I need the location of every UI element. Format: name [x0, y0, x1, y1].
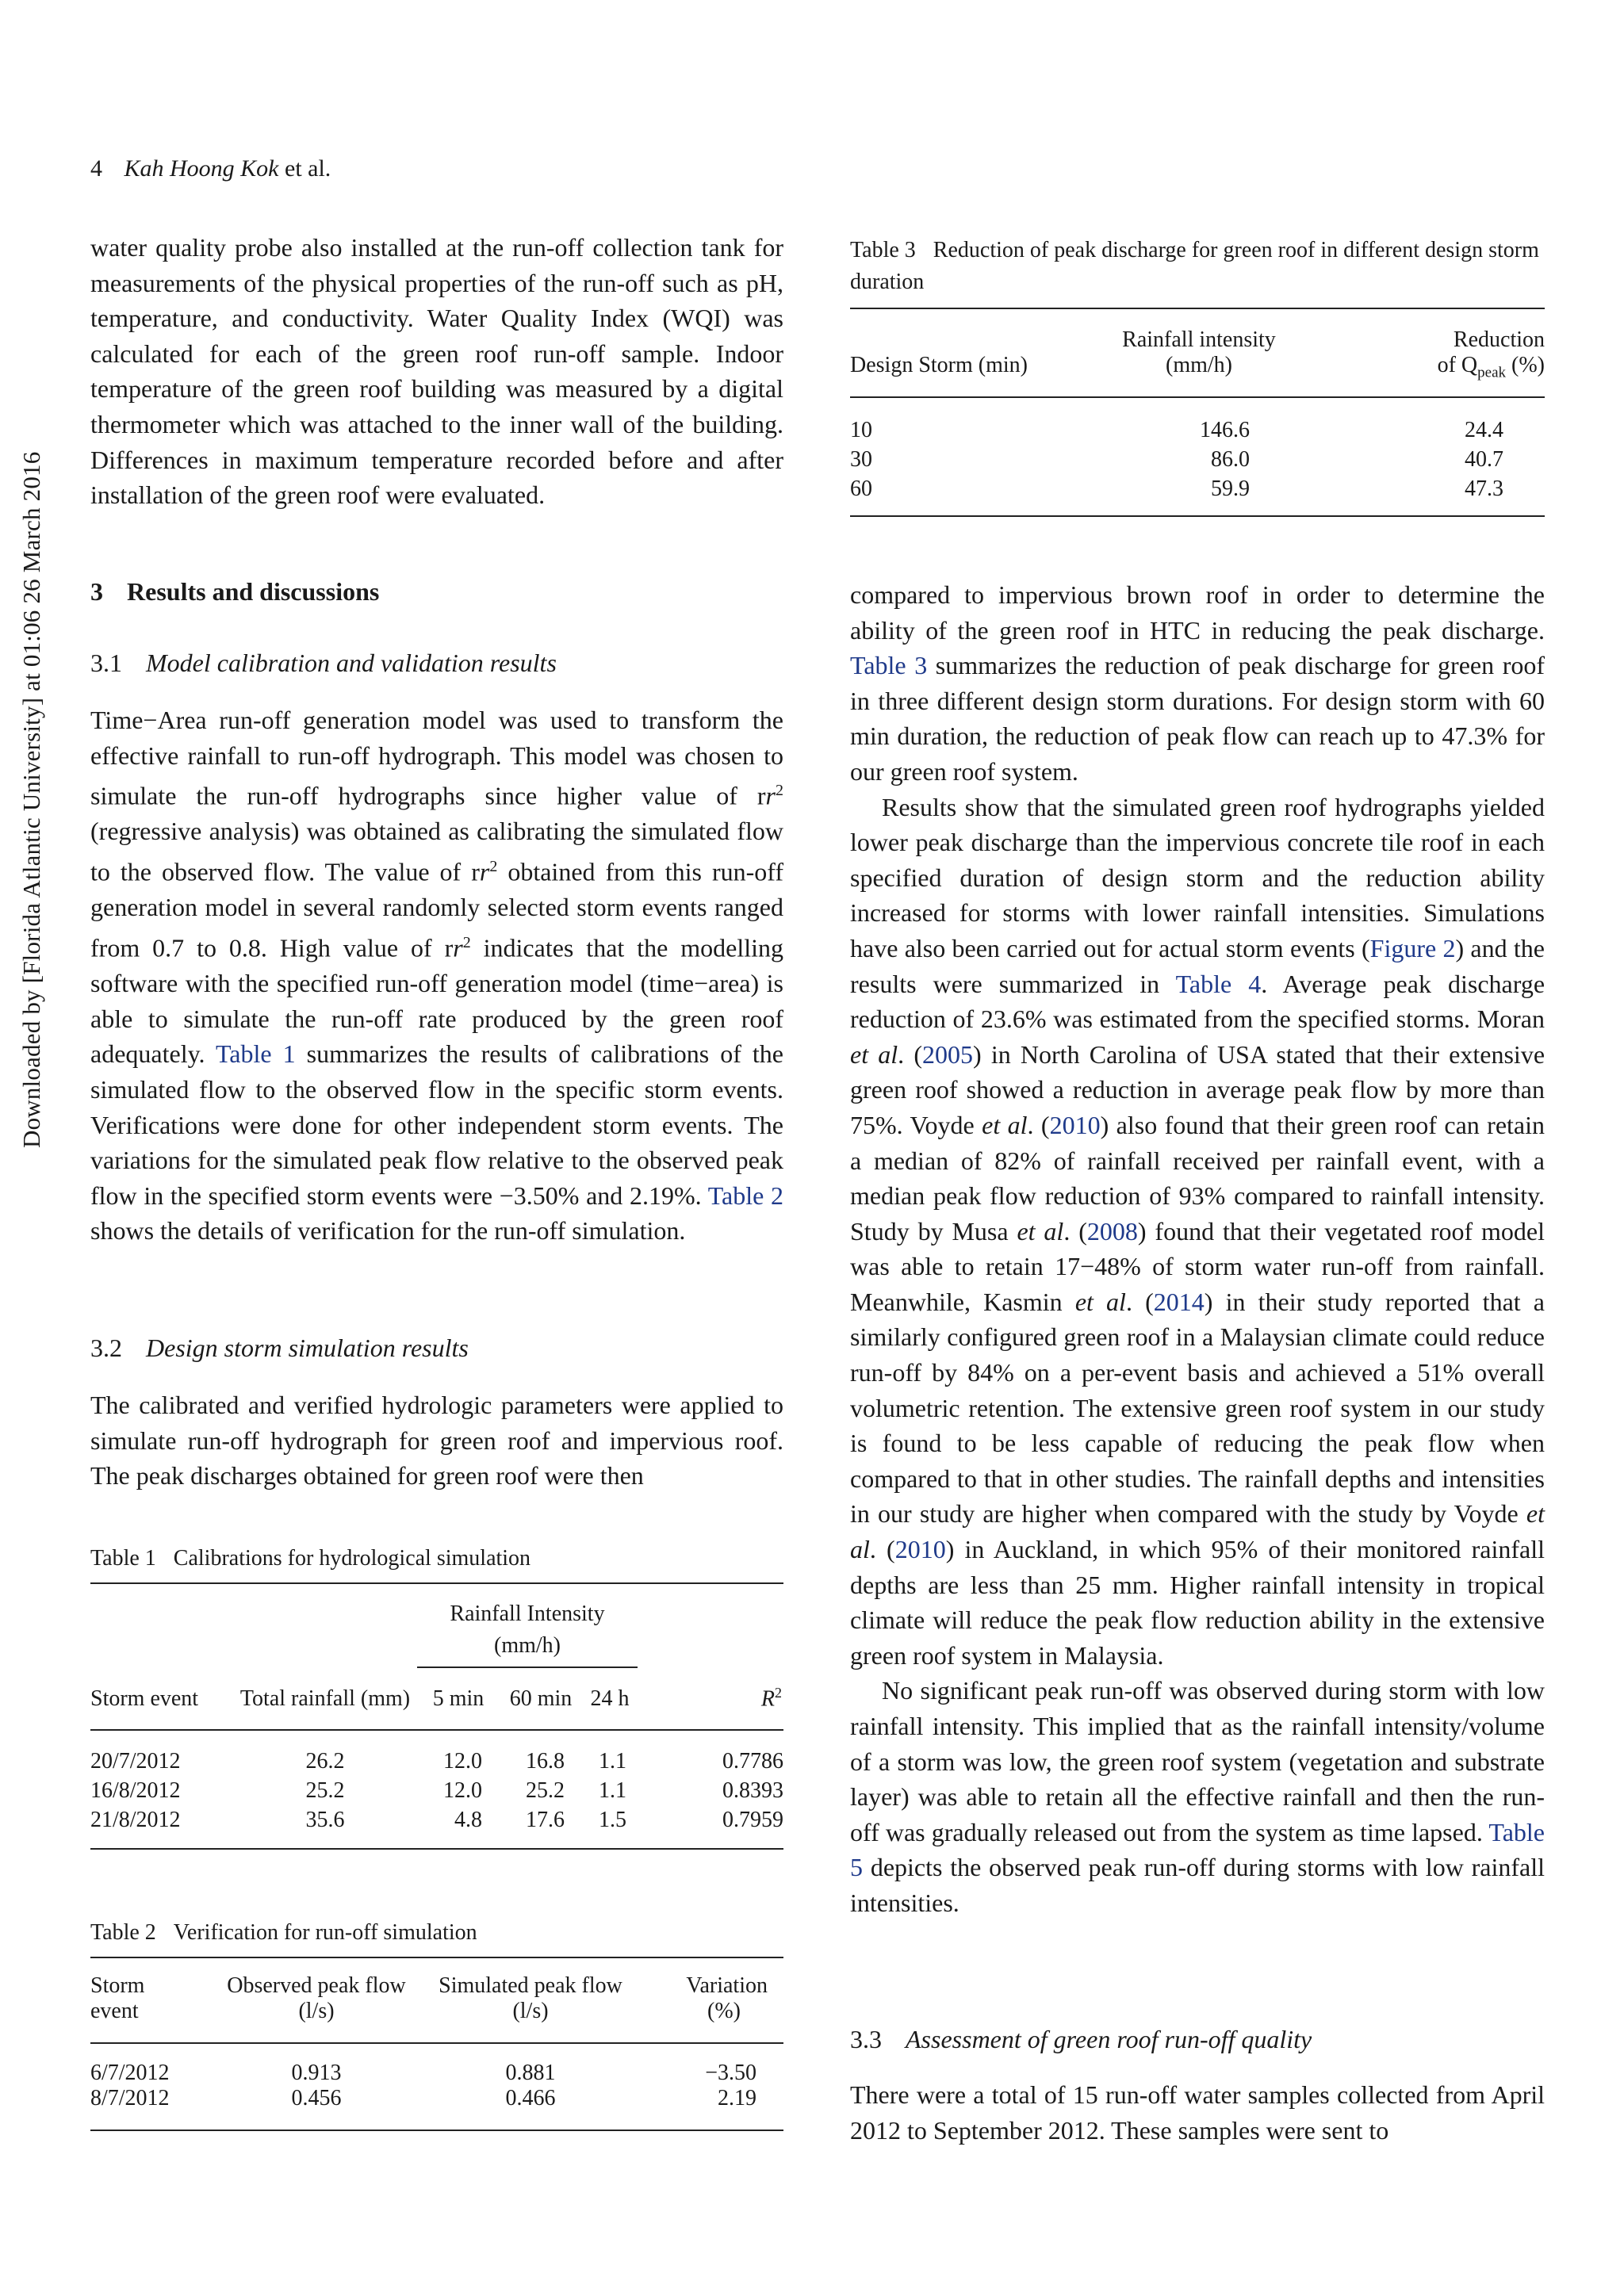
- table-1-group-header: Rainfall Intensity (mm/h): [417, 1583, 638, 1668]
- table-1-col-header: 24 h: [590, 1686, 630, 1711]
- section-heading: [90, 577, 379, 607]
- subsection-title: Design storm simulation results: [146, 1334, 469, 1362]
- table-1-col-header: 5 min: [432, 1686, 485, 1711]
- table-3-col-header: (mm/h): [1166, 353, 1232, 377]
- table-row: 60 59.9 47.3: [850, 476, 1545, 516]
- section-number: 3: [90, 577, 103, 606]
- subsection-number: 3.1: [90, 649, 122, 677]
- right-column-body: [850, 577, 1545, 1921]
- page-number: 4: [90, 155, 102, 182]
- table-1-col-header: 60 min: [509, 1686, 573, 1711]
- table-3-col-header: of $Q_{peak}$ (%): [1437, 353, 1545, 381]
- table-1-col-header: $R^2$: [760, 1685, 782, 1712]
- table-1-col-header: Storm event: [90, 1686, 199, 1711]
- citation-link[interactable]: 2005: [922, 1039, 974, 1069]
- running-header: [90, 155, 331, 182]
- subsection-heading-3-2: [90, 1334, 469, 1363]
- table-row: 16/8/2012 25.2 12.0 25.2 1.1 0.8393: [90, 1778, 783, 1803]
- table-5-link[interactable]: Table 5: [850, 1817, 1545, 1882]
- paragraph-3-1: Time−Area run-off generation model was used to transform the effective rainfall to run-off hydrograph. This model was chosen to simulate the run-off hydrographs since higher value of $rr^2$ (regressive analysis) was obtained as calibrating the simulated flow to the observed flow. The value of $rr^2$ obtained from this run-off generation model in several randomly selected storm events ranged from 0.7 to 0.8. High value of $rr^2$ indicates that the modelling software with the specified run-off generation model (time−area) is able to simulate the run-off rate produced by the green roof adequately. Table 1 summarizes the results of calibrations of the simulated flow to the observed flow in the specific storm events. Verifications were done for other independent storm events. The variations for the simulated peak flow relative to the observed peak flow in the specified storm events were −3.50% and 2.19%. Table 2 shows the details of verification for the run-off simulation.: [90, 706, 784, 1246]
- paragraph-3-3: There were a total of 15 run-off water samples collected from April 2012 to September 2012. These samples were sent to: [850, 2080, 1545, 2145]
- table-row: 20/7/2012 26.2 12.0 16.8 1.1 0.7786: [90, 1749, 783, 1774]
- table-3-col-header: Rainfall intensity: [1122, 327, 1276, 352]
- table-3-link[interactable]: Table 3: [850, 651, 928, 680]
- table-row: 8/7/2012 0.456 0.466 2.19: [90, 2086, 783, 2130]
- citation-link[interactable]: 2014: [1153, 1287, 1205, 1316]
- citation-link[interactable]: 2010: [894, 1535, 946, 1564]
- subsection-3-1-body: [90, 702, 783, 1249]
- section-title: Results and discussions: [127, 577, 380, 606]
- table-3-col-header: Design Storm (min): [850, 353, 1028, 377]
- table-2: [90, 1957, 783, 2131]
- subsection-number: 3.3: [850, 2025, 882, 2053]
- author-etal: et al.: [285, 155, 331, 182]
- table-row: 30 86.0 40.7: [850, 447, 1503, 472]
- paragraph-right-2: Results show that the simulated green roof hydrographs yielded lower peak discharge than the impervious concrete tile roof in each specified duration of design storm and the reduction ability increased for storms with lower rainfall intensities. Simulations have also been carried out for actual storm events (Figure 2) and the results were summarized in Table 4. Average peak discharge reduction of 23.6% was estimated from the specified storms. Moran et al. (2005) in North Carolina of USA stated that their extensive green roof showed a reduction in average peak flow by more than 75%. Voyde et al. (2010) also found that their green roof can retain a median of 82% of rainfall received per rainfall event, with a median peak flow reduction of 93% compared to rainfall intensity. Study by Musa et al. (2008) found that their vegetated roof model was able to retain 17−48% of storm water run-off from rainfall. Meanwhile, Kasmin et al. (2014) in their study reported that a similarly configured green roof in a Malaysian climate could reduce run-off by 84% on a per-event basis and achieved a 51% overall volumetric retention. The extensive green roof system in our study is found to be less capable of reducing the peak flow when compared to that in other studies. The rainfall depths and intensities in our study are higher when compared with the study by Voyde et al. (2010) in Auckland, in which 95% of their monitored rainfall depths are less than 25 mm. Higher rainfall intensity in tropical climate will reduce the peak flow reduction ability in the extensive green roof system in Malaysia.: [850, 792, 1545, 1670]
- subsection-3-3-body: [850, 2077, 1545, 2148]
- subsection-number: 3.2: [90, 1334, 122, 1362]
- paragraph-3-2: The calibrated and verified hydrologic parameters were applied to simulate run-off hydrograph for green roof and impervious roof. The peak discharges obtained for green roof were then: [90, 1391, 783, 1490]
- table-2-col-header: Simulated peak flow: [439, 1973, 622, 1998]
- download-watermark: Downloaded by [Florida Atlantic University] at 01:06 26 March 2016: [17, 451, 45, 1148]
- left-top-paragraph-block: [90, 230, 783, 513]
- table-1-caption: Table 1 Calibrations for hydrological simulation: [90, 1546, 531, 1571]
- figure-2-link[interactable]: Figure 2: [1369, 933, 1456, 962]
- subsection-heading-3-1: [90, 649, 557, 678]
- citation-link[interactable]: 2008: [1086, 1216, 1138, 1246]
- table-3-caption: Table 3 Reduction of peak discharge for green roof in different design storm duration: [850, 238, 1539, 294]
- table-2-col-header: Variation: [686, 1973, 768, 1998]
- table-2-col-header: (%): [707, 1999, 741, 2023]
- table-1: [90, 1582, 783, 1850]
- table-1-col-header: Total rainfall (mm): [239, 1686, 411, 1711]
- table-2-col-header: (l/s): [512, 1999, 549, 2023]
- table-2-caption: Table 2 Verification for run-off simulation: [90, 1920, 477, 1945]
- table-3: [850, 308, 1545, 517]
- table-4-link[interactable]: Table 4: [1175, 969, 1262, 998]
- table-1-link[interactable]: Table 1: [215, 1039, 296, 1069]
- paragraph-right-1: compared to impervious brown roof in order to determine the ability of the green roof in HTC in reducing the peak discharge. Table 3 summarizes the reduction of peak discharge for green roof in three different design storm durations. For design storm with 60 min duration, the reduction of peak flow can reach up to 47.3% for our green roof system.: [850, 580, 1545, 786]
- table-row: 10 146.6 24.4: [850, 418, 1503, 442]
- citation-link[interactable]: 2010: [1049, 1110, 1101, 1139]
- subsection-heading-3-3: [850, 2025, 1312, 2054]
- paragraph-right-3: No significant peak run-off was observed during storm with low rainfall intensity. This implied that as the rainfall intensity/volume of a storm was low, the green roof system (vegetation and substrate layer) was able to retain all the effective rainfall and then the run-off was gradually released out from the system as time lapsed. Table 5 depicts the observed peak run-off during storms with low rainfall intensities.: [850, 1676, 1545, 1917]
- subsection-title: Model calibration and validation results: [146, 649, 557, 677]
- author-name: Kah Hoong Kok: [124, 155, 279, 182]
- table-row: 21/8/2012 35.6 4.8 17.6 1.5 0.7959: [90, 1808, 783, 1849]
- table-2-col-header: Observed peak flow: [227, 1973, 406, 1998]
- table-2-col-header: Storm: [90, 1973, 145, 1998]
- subsection-3-2-body: [90, 1387, 783, 1494]
- subsection-title: Assessment of green roof run-off quality: [906, 2025, 1312, 2053]
- table-2-link[interactable]: Table 2: [707, 1181, 784, 1210]
- table-row: 6/7/2012 0.913 0.881 −3.50: [90, 2061, 756, 2085]
- table-2-col-header: event: [90, 1999, 139, 2023]
- table-2-col-header: (l/s): [298, 1999, 335, 2023]
- left-top-paragraph: water quality probe also installed at the run-off collection tank for measurements of the physical properties of the run-off such as pH, temperature, and conductivity. Water Quality Index (WQI) was calculated for each of the green roof run-off sample. Indoor temperature of the green roof building was measured by a digital thermometer which was attached to the inner wall of the building. Differences in maximum temperature recorded before and after installation of the green roof were evaluated.: [90, 233, 783, 510]
- table-3-col-header: Reduction: [1453, 327, 1545, 352]
